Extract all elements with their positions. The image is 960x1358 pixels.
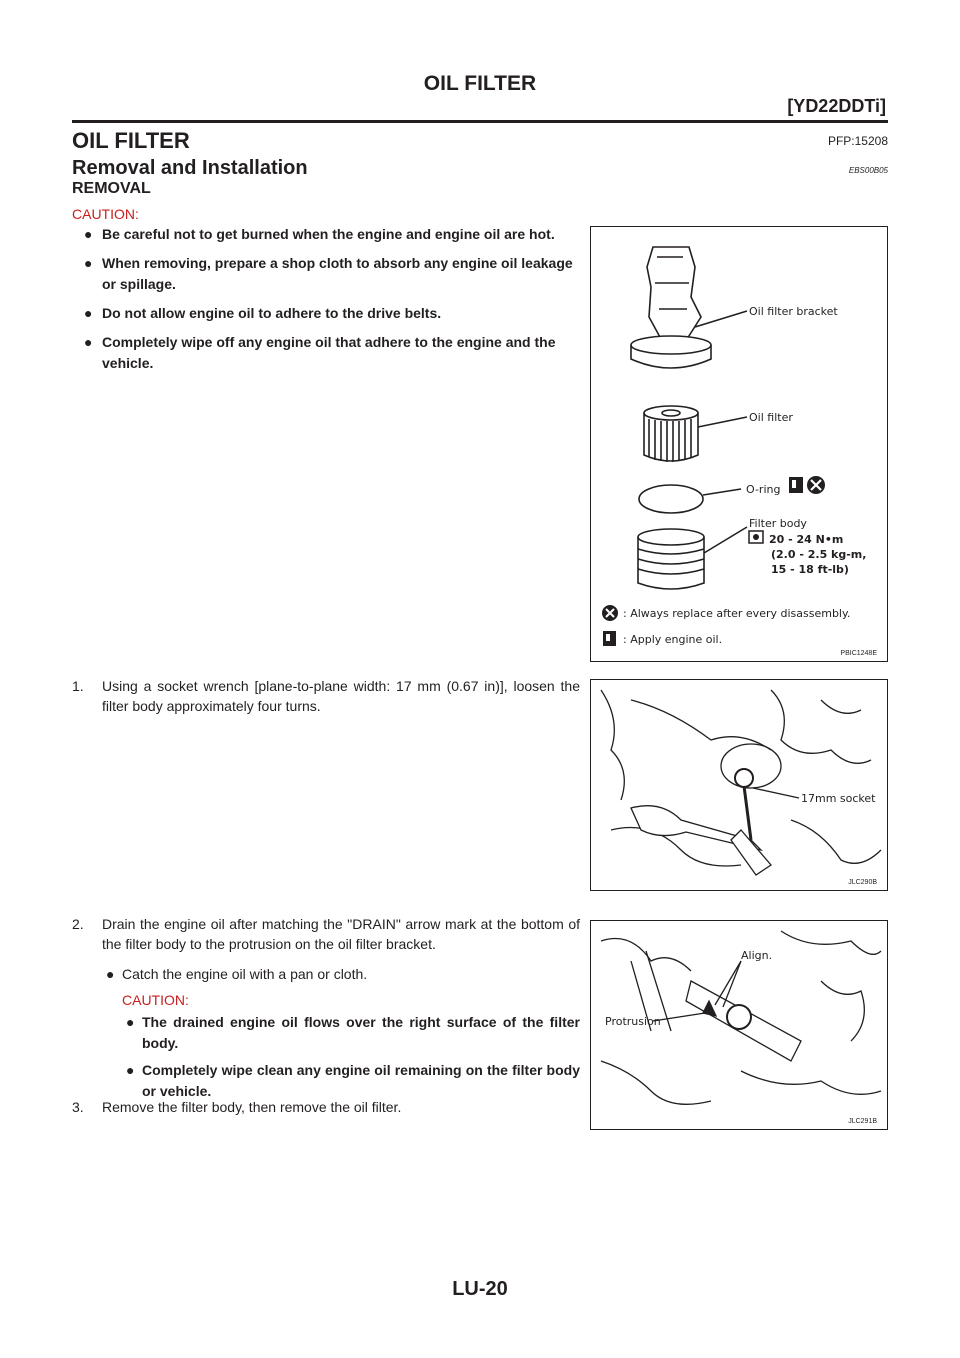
caution-item bbox=[72, 303, 580, 324]
bullet-icon: ● bbox=[84, 255, 93, 271]
sub-item-text: Catch the engine oil with a pan or cloth. bbox=[122, 966, 368, 982]
label-protrusion: Protrusion bbox=[605, 1015, 661, 1028]
step-text: Remove the filter body, then remove the oil filter. bbox=[102, 1099, 402, 1115]
step-2 bbox=[72, 914, 580, 1108]
label-torque-kgm: (2.0 - 2.5 kg-m, bbox=[771, 548, 867, 561]
step-1 bbox=[72, 676, 580, 716]
caution-item bbox=[72, 332, 580, 374]
bullet-icon: ● bbox=[84, 305, 93, 321]
part-number: PFP:15208 bbox=[827, 134, 888, 148]
header-rule bbox=[72, 120, 888, 123]
label-torque-ftlb: 15 - 18 ft-lb) bbox=[771, 563, 849, 576]
caution-text: Be careful not to get burned when the engine and engine oil are hot. bbox=[102, 226, 555, 242]
step-number: 2. bbox=[72, 916, 84, 932]
drain-alignment-figure bbox=[590, 920, 888, 1130]
caution-text: Completely wipe clean any engine oil remaining on the filter body or vehicle. bbox=[142, 1062, 580, 1099]
step-number: 1. bbox=[72, 678, 84, 694]
subsection-title: Removal and Installation bbox=[72, 157, 308, 179]
socket-wrench-figure bbox=[590, 679, 888, 891]
oil-filter-exploded-figure bbox=[590, 226, 888, 662]
caution-text: When removing, prepare a shop cloth to absorb any engine oil leakage or spillage. bbox=[102, 255, 573, 292]
step-number: 3. bbox=[72, 1099, 84, 1115]
legend-oil-text: : Apply engine oil. bbox=[623, 633, 723, 646]
caution-item bbox=[72, 253, 580, 295]
drain-alignment-diagram bbox=[591, 921, 887, 1129]
step-text: Drain the engine oil after matching the "DRAIN" arrow mark at the bottom of the filter body to the protrusion on the oil filter bracket. bbox=[102, 916, 580, 952]
figure-code: PBIC1248E bbox=[840, 650, 877, 657]
bullet-icon: ● bbox=[126, 1014, 135, 1030]
bullet-icon: ● bbox=[84, 334, 93, 350]
socket-wrench-diagram bbox=[591, 680, 887, 890]
label-oil-filter-bracket: Oil filter bracket bbox=[749, 305, 838, 318]
removal-heading: REMOVAL bbox=[72, 180, 151, 197]
caution-text: Do not allow engine oil to adhere to the drive belts. bbox=[102, 305, 442, 321]
step-2-details bbox=[102, 964, 580, 1102]
step-2-caution-label: CAUTION: bbox=[122, 992, 189, 1008]
legend-replace-text: : Always replace after every disassembly. bbox=[623, 607, 851, 620]
label-17mm-socket: 17mm socket bbox=[801, 792, 876, 805]
torque-wrench-icon bbox=[749, 531, 763, 543]
bullet-icon: ● bbox=[106, 966, 115, 982]
step-text: Using a socket wrench [plane-to-plane width: 17 mm (0.67 in)], loosen the filter body approximately four turns. bbox=[102, 678, 580, 714]
step-2-sublist bbox=[102, 964, 580, 984]
step-3 bbox=[72, 1097, 580, 1117]
running-title: OIL FILTER bbox=[423, 72, 537, 95]
label-o-ring: O-ring bbox=[746, 483, 781, 496]
label-filter-body: Filter body bbox=[749, 517, 807, 530]
bullet-icon: ● bbox=[84, 226, 93, 242]
caution-list bbox=[72, 224, 580, 382]
legend-oil-icon bbox=[603, 631, 616, 646]
label-align: Align. bbox=[741, 949, 773, 962]
label-oil-filter: Oil filter bbox=[749, 411, 793, 424]
caution-item bbox=[72, 224, 580, 245]
caution-text: Completely wipe off any engine oil that adhere to the engine and the vehicle. bbox=[102, 334, 556, 371]
caution-text: The drained engine oil flows over the right surface of the filter body. bbox=[142, 1014, 580, 1051]
caution-item bbox=[122, 1060, 580, 1102]
oil-filter-diagram bbox=[591, 227, 887, 661]
step-2-caution-list bbox=[122, 1012, 580, 1102]
replace-icon bbox=[807, 476, 825, 494]
engine-code: [YD22DDTi] bbox=[787, 96, 886, 116]
subsection-code: EBS00B05 bbox=[848, 166, 888, 175]
apply-oil-icon bbox=[789, 477, 803, 493]
sub-item bbox=[102, 964, 580, 984]
caution-item bbox=[122, 1012, 580, 1054]
label-torque-nm: 20 - 24 N•m bbox=[769, 533, 844, 546]
figure-code: JLC291B bbox=[848, 1118, 877, 1125]
figure-code: JLC290B bbox=[848, 879, 877, 886]
caution-label: CAUTION: bbox=[72, 206, 139, 222]
page-number: LU-20 bbox=[452, 1278, 508, 1300]
section-title: OIL FILTER bbox=[72, 128, 190, 153]
legend-replace-icon bbox=[602, 605, 618, 621]
bullet-icon: ● bbox=[126, 1062, 135, 1078]
